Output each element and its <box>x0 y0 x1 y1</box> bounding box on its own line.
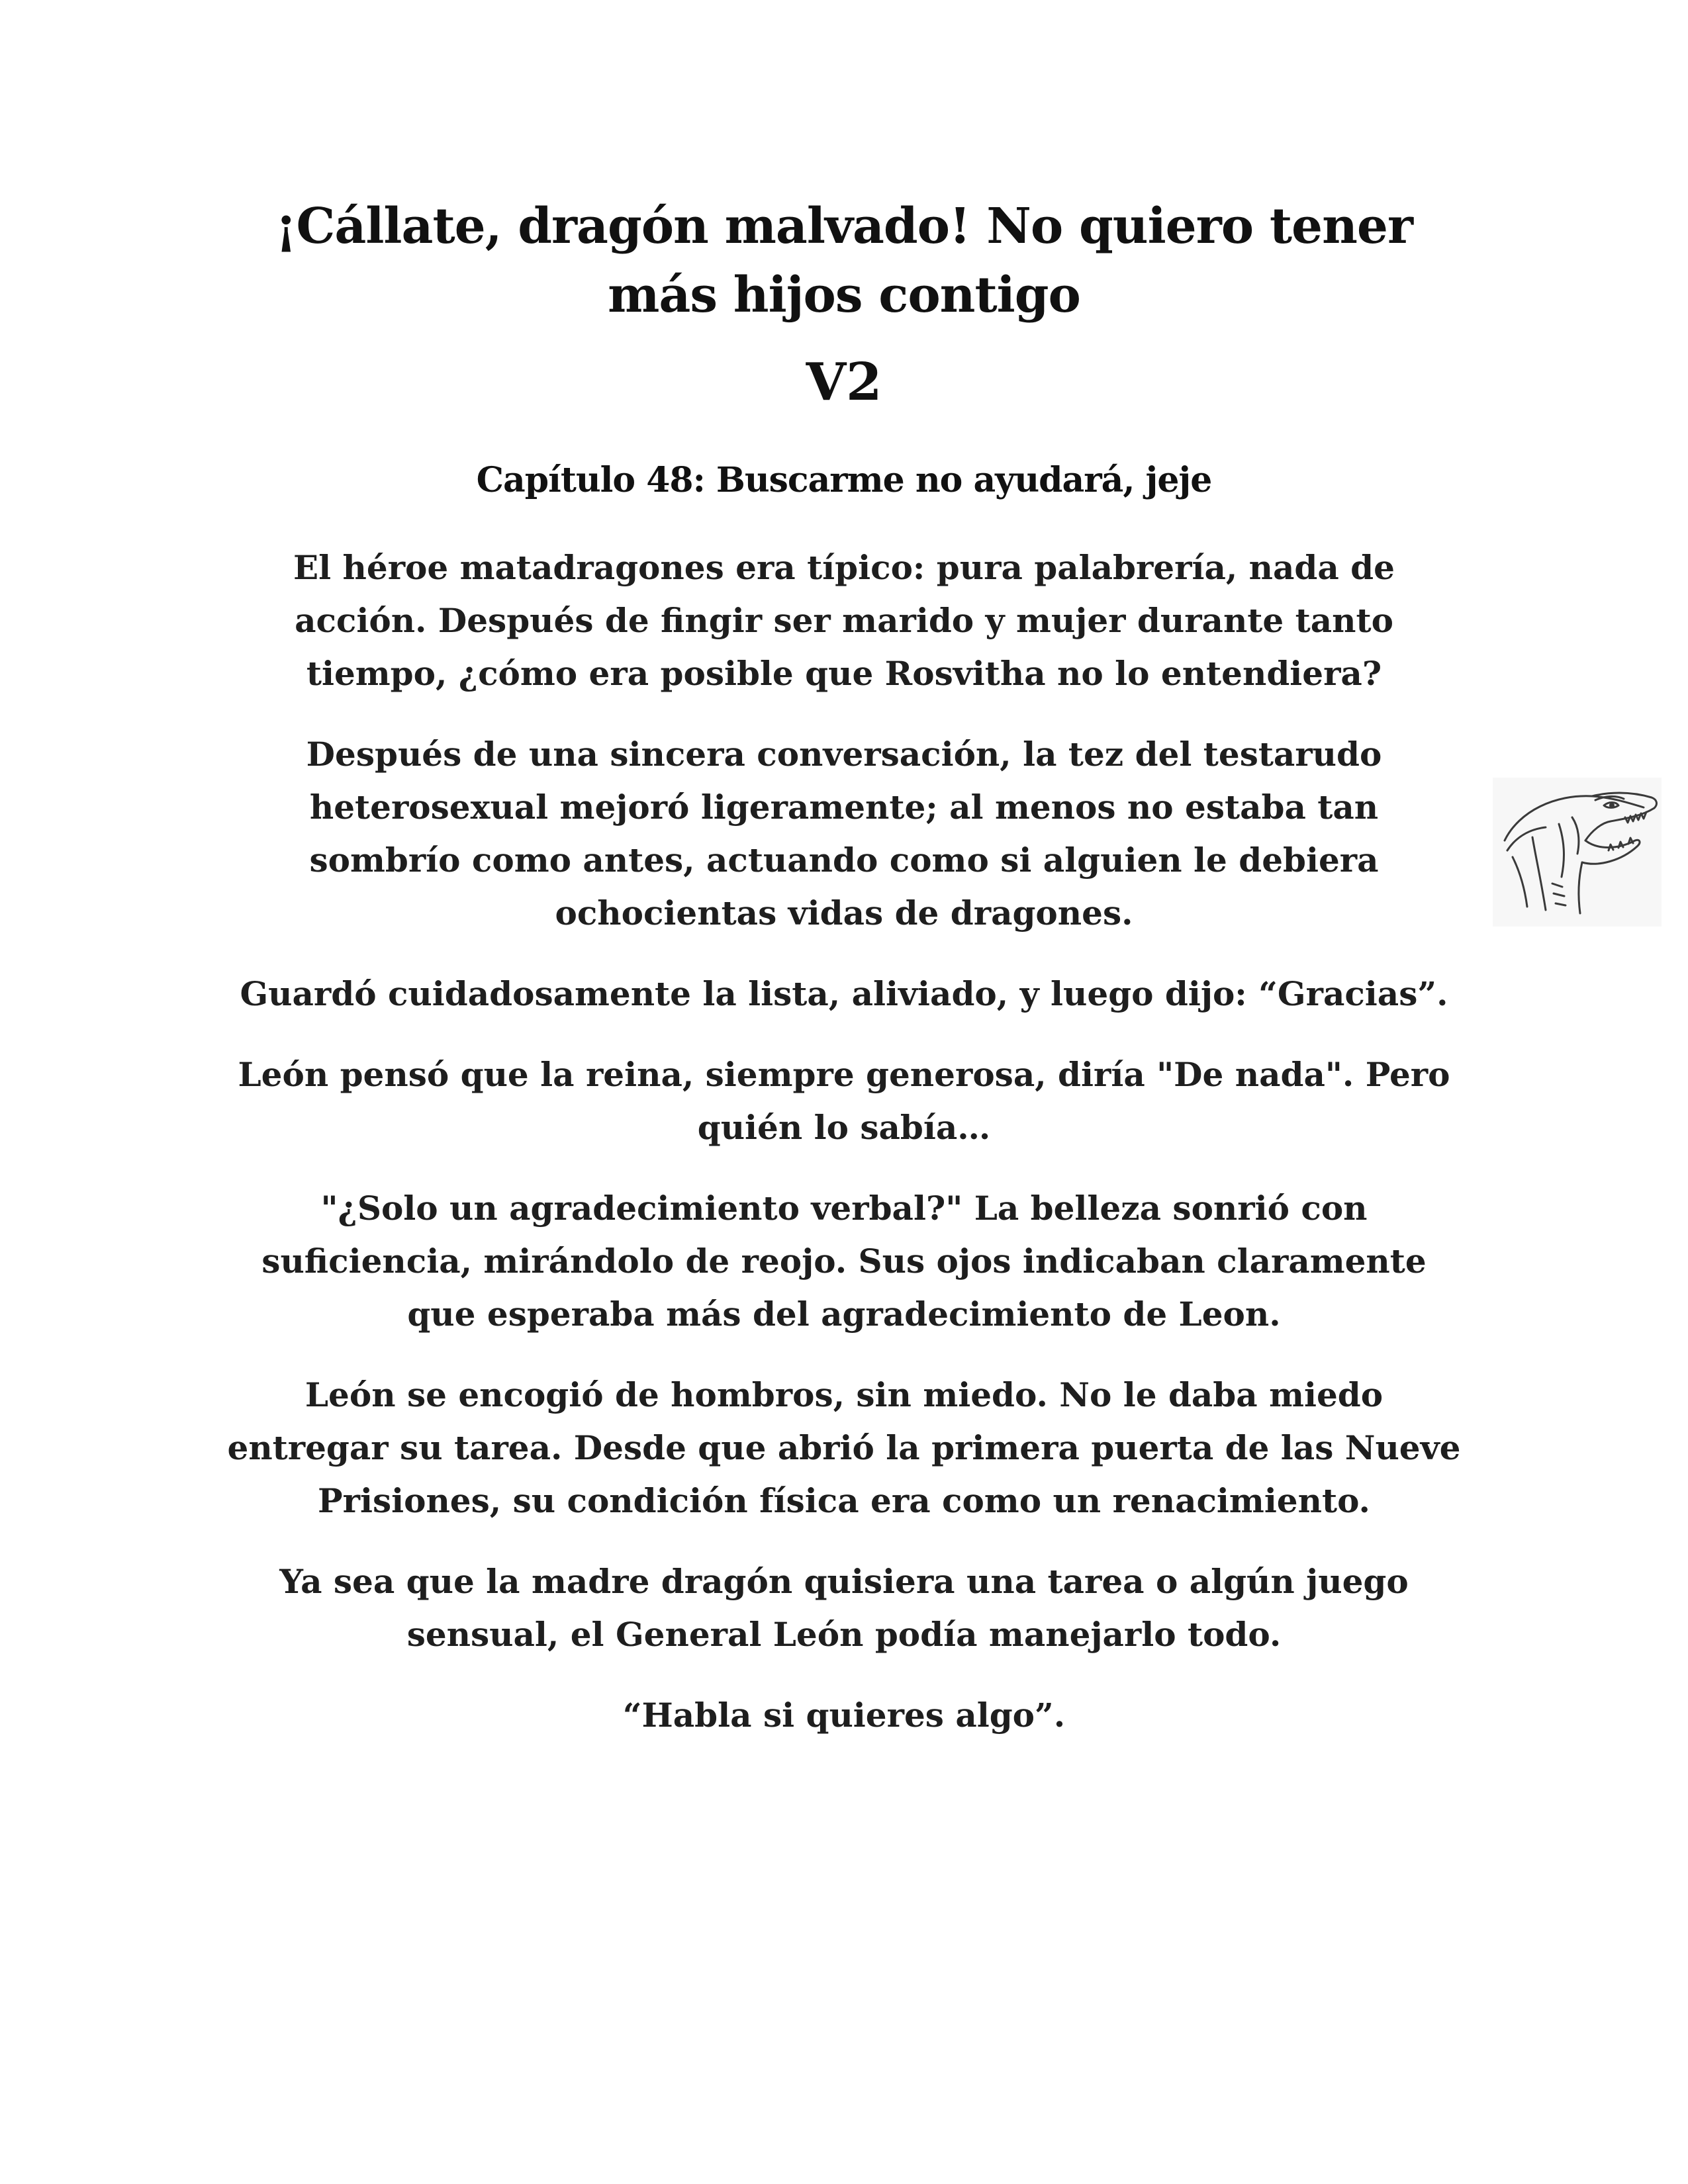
paragraph: “Habla si quieres algo”. <box>622 1696 1066 1735</box>
dragon-head-sketch-icon <box>1493 778 1662 927</box>
paragraph: Después de una sincera conversación, la tez del testarudo heterosexual mejoró ligeramente; al menos no estaba tan sombrío como antes, actuando como si alguien le debiera ochocientas vidas de dragones. <box>306 735 1382 933</box>
paragraph: "¿Solo un agradecimiento verbal?" La belleza sonrió con suficiencia, mirándolo de reojo. Sus ojos indicaban claramente que esperaba más del agradecimiento de Leon. <box>261 1189 1427 1334</box>
page-content <box>225 192 1463 1742</box>
paragraph: Guardó cuidadosamente la lista, aliviado, y luego dijo: “Gracias”. <box>240 974 1448 1013</box>
paragraph: Ya sea que la madre dragón quisiera una tarea o algún juego sensual, el General León podía manejarlo todo. <box>279 1562 1409 1654</box>
chapter-title: Capítulo 48: Buscarme no ayudará, jeje <box>476 460 1212 500</box>
paragraph: León pensó que la reina, siempre generosa, diría "De nada". Pero quién lo sabía… <box>238 1055 1450 1147</box>
paragraph: El héroe matadragones era típico: pura palabrería, nada de acción. Después de fingir ser marido y mujer durante tanto tiempo, ¿cómo era posible que Rosvitha no lo entendiera? <box>293 548 1395 693</box>
book-title: ¡Cállate, dragón malvado! No quiero tener más hijos contigo <box>275 198 1413 324</box>
volume-label: V2 <box>806 352 882 412</box>
paragraph: León se encogió de hombros, sin miedo. No le daba miedo entregar su tarea. Desde que abrió la primera puerta de las Nueve Prisiones, su condición física era como un renacimiento. <box>227 1375 1461 1520</box>
